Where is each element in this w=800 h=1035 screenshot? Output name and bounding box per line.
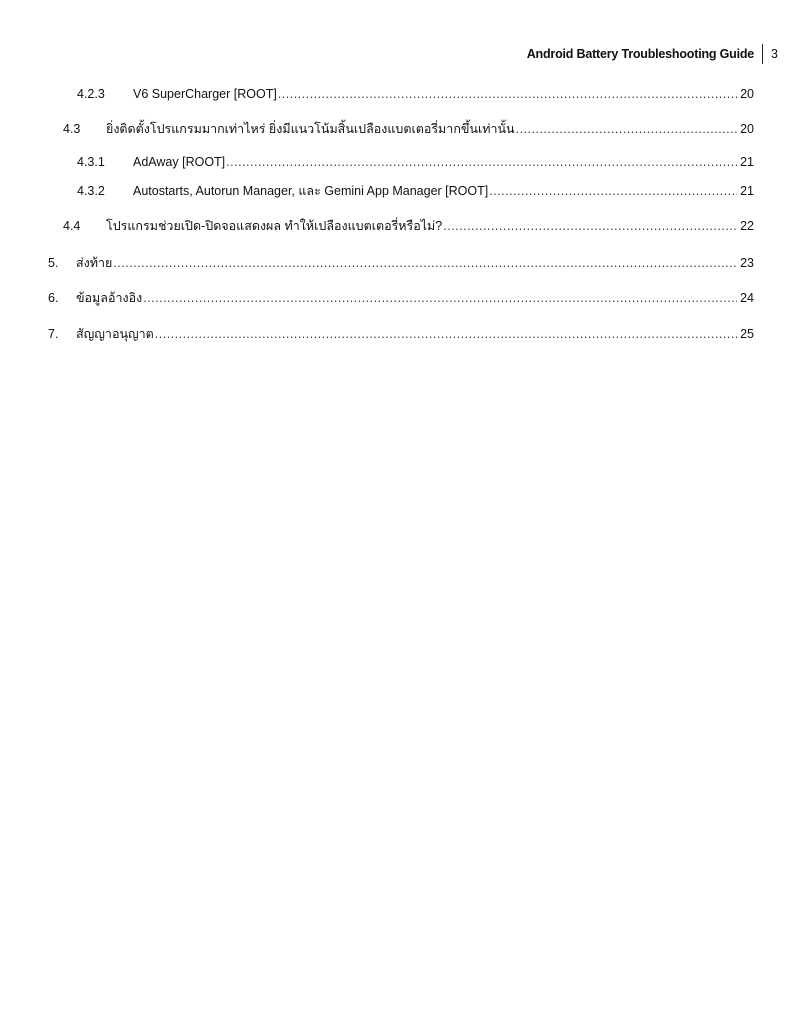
toc-entry-5[interactable] bbox=[48, 255, 754, 271]
toc-entry-page: 23 bbox=[740, 256, 754, 270]
toc-entry-7[interactable] bbox=[48, 326, 754, 342]
toc-entry-number: 4.3.2 bbox=[77, 184, 105, 198]
toc-entry-number: 5. bbox=[48, 256, 59, 270]
toc-entry-page: 24 bbox=[740, 291, 754, 305]
toc-entry-number: 4.3.1 bbox=[77, 155, 105, 169]
toc-entry-title: สัญญาอนุญาต bbox=[76, 327, 154, 341]
toc-entry-title: ส่งท้าย bbox=[76, 256, 113, 270]
toc-entry-title: โปรแกรมช่วยเปิด-ปิดจอแสดงผล ทำให้เปลืองแบตเตอรี่หรือไม่? bbox=[106, 219, 443, 233]
toc-entry-page: 21 bbox=[740, 155, 754, 169]
toc-entry-number: 4.4 bbox=[63, 219, 81, 233]
toc-entry-page: 20 bbox=[740, 87, 754, 101]
header-title: Android Battery Troubleshooting Guide bbox=[526, 47, 755, 61]
toc-entry-title: V6 SuperCharger [ROOT] bbox=[133, 87, 277, 101]
toc-leader-dots bbox=[113, 255, 737, 271]
toc-entry-page: 25 bbox=[740, 327, 754, 341]
toc-entry-title: ยิ่งติดตั้งโปรแกรมมากเท่าไหร่ ยิ่งมีแนวโน้มสิ้นเปลืองแบตเตอรี่มากขึ้นเท่านั้น bbox=[106, 122, 515, 136]
toc-entry-4-3[interactable] bbox=[63, 121, 754, 137]
toc-leader-dots bbox=[278, 86, 737, 102]
toc-leader-dots bbox=[443, 218, 737, 234]
toc-entry-page: 22 bbox=[740, 219, 754, 233]
toc-leader-dots bbox=[516, 121, 737, 137]
toc-entry-4-3-1[interactable] bbox=[77, 154, 754, 170]
toc-entry-number: 4.3 bbox=[63, 122, 81, 136]
toc-entry-page: 21 bbox=[740, 184, 754, 198]
toc-entry-page: 20 bbox=[740, 122, 754, 136]
toc-entry-4-4[interactable] bbox=[63, 218, 754, 234]
toc-entry-number: 7. bbox=[48, 327, 59, 341]
toc-leader-dots bbox=[226, 154, 737, 170]
toc-leader-dots bbox=[489, 183, 737, 199]
toc-entry-number: 4.2.3 bbox=[77, 87, 105, 101]
toc-leader-dots bbox=[143, 290, 737, 306]
toc-entry-title: AdAway [ROOT] bbox=[133, 155, 226, 169]
toc-entry-number: 6. bbox=[48, 291, 59, 305]
header-page-number: 3 bbox=[771, 47, 778, 61]
toc-leader-dots bbox=[155, 326, 737, 342]
toc-entry-title: Autostarts, Autorun Manager, และ Gemini App Manager [ROOT] bbox=[133, 184, 489, 198]
toc-entry-title: ข้อมูลอ้างอิง bbox=[76, 291, 143, 305]
toc-entry-4-3-2[interactable] bbox=[77, 183, 754, 199]
toc-entry-6[interactable] bbox=[48, 290, 754, 306]
toc-entry-4-2-3[interactable] bbox=[77, 86, 754, 102]
